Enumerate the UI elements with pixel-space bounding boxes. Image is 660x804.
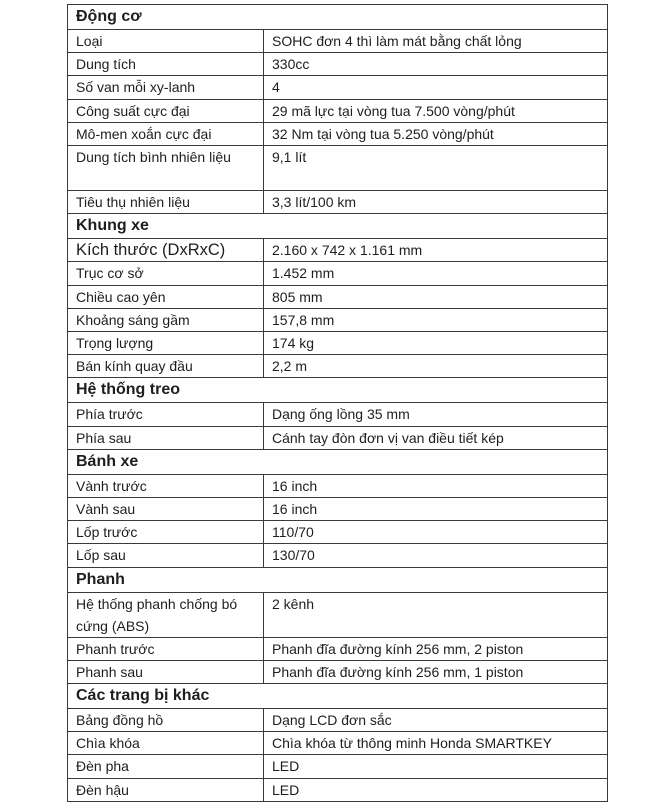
table-row <box>68 474 608 497</box>
table-row <box>68 544 608 567</box>
table-row <box>68 355 608 378</box>
section-header-suspension <box>68 378 608 403</box>
spec-value: 330cc <box>264 53 608 76</box>
spec-value: 110/70 <box>264 521 608 544</box>
spec-label: Chiều cao yên <box>68 285 264 308</box>
table-row <box>68 262 608 285</box>
spec-label: Vành trước <box>68 474 264 497</box>
table-row <box>68 755 608 778</box>
section-title: Bánh xe <box>68 449 608 474</box>
table-row <box>68 778 608 801</box>
spec-label: Phanh trước <box>68 637 264 660</box>
spec-label: Tiêu thụ nhiên liệu <box>68 191 264 214</box>
spec-value: 32 Nm tại vòng tua 5.250 vòng/phút <box>264 122 608 145</box>
spec-value: 3,3 lít/100 km <box>264 191 608 214</box>
table-row <box>68 30 608 53</box>
spec-label: Công suất cực đại <box>68 99 264 122</box>
spec-value: 157,8 mm <box>264 308 608 331</box>
spec-value: Dạng LCD đơn sắc <box>264 709 608 732</box>
section-header-frame <box>68 214 608 239</box>
table-row <box>68 498 608 521</box>
table-row <box>68 732 608 755</box>
spec-label: Dung tích bình nhiên liệu <box>68 146 264 191</box>
spec-value: Chìa khóa từ thông minh Honda SMARTKEY <box>264 732 608 755</box>
spec-value: Phanh đĩa đường kính 256 mm, 1 piston <box>264 660 608 683</box>
spec-label: Số van mỗi xy-lanh <box>68 76 264 99</box>
spec-value: SOHC đơn 4 thì làm mát bằng chất lỏng <box>264 30 608 53</box>
spec-label: Trọng lượng <box>68 332 264 355</box>
spec-value: 174 kg <box>264 332 608 355</box>
spec-label: Mô-men xoắn cực đại <box>68 122 264 145</box>
spec-label: Kích thước (DxRxC) <box>68 239 264 262</box>
spec-label: Lốp trước <box>68 521 264 544</box>
spec-label: Hệ thống phanh chống bó cứng (ABS) <box>68 592 264 637</box>
spec-label: Trục cơ sở <box>68 262 264 285</box>
spec-value: LED <box>264 778 608 801</box>
spec-value: LED <box>264 755 608 778</box>
section-title: Hệ thống treo <box>68 378 608 403</box>
section-header-engine <box>68 5 608 30</box>
spec-value: Dạng ống lồng 35 mm <box>264 403 608 426</box>
table-row <box>68 308 608 331</box>
table-row <box>68 99 608 122</box>
table-row <box>68 521 608 544</box>
spec-label: Chìa khóa <box>68 732 264 755</box>
table-row <box>68 426 608 449</box>
spec-value: Phanh đĩa đường kính 256 mm, 2 piston <box>264 637 608 660</box>
table-row <box>68 146 608 191</box>
table-row <box>68 403 608 426</box>
table-row <box>68 592 608 637</box>
section-title: Các trang bị khác <box>68 684 608 709</box>
spec-value: 29 mã lực tại vòng tua 7.500 vòng/phút <box>264 99 608 122</box>
table-row <box>68 332 608 355</box>
spec-label: Đèn pha <box>68 755 264 778</box>
spec-label: Phanh sau <box>68 660 264 683</box>
spec-label: Vành sau <box>68 498 264 521</box>
table-row <box>68 637 608 660</box>
spec-table <box>67 4 608 802</box>
spec-value: 16 inch <box>264 498 608 521</box>
spec-value: 16 inch <box>264 474 608 497</box>
table-row <box>68 709 608 732</box>
spec-value: 2,2 m <box>264 355 608 378</box>
spec-value: 9,1 lít <box>264 146 608 191</box>
spec-label: Khoảng sáng gầm <box>68 308 264 331</box>
spec-label: Bảng đồng hồ <box>68 709 264 732</box>
table-row <box>68 660 608 683</box>
spec-label: Loại <box>68 30 264 53</box>
table-row <box>68 122 608 145</box>
spec-label: Dung tích <box>68 53 264 76</box>
spec-value: 4 <box>264 76 608 99</box>
section-title: Phanh <box>68 567 608 592</box>
spec-label: Lốp sau <box>68 544 264 567</box>
section-title: Động cơ <box>68 5 608 30</box>
table-row <box>68 191 608 214</box>
table-row <box>68 285 608 308</box>
section-header-equipment <box>68 684 608 709</box>
section-header-brakes <box>68 567 608 592</box>
table-row <box>68 53 608 76</box>
table-row <box>68 76 608 99</box>
section-title: Khung xe <box>68 214 608 239</box>
spec-label: Đèn hậu <box>68 778 264 801</box>
spec-value: 1.452 mm <box>264 262 608 285</box>
spec-value: 130/70 <box>264 544 608 567</box>
spec-value: 805 mm <box>264 285 608 308</box>
spec-value: 2 kênh <box>264 592 608 637</box>
section-header-wheels <box>68 449 608 474</box>
spec-value: Cánh tay đòn đơn vị van điều tiết kép <box>264 426 608 449</box>
spec-value: 2.160 x 742 x 1.161 mm <box>264 239 608 262</box>
table-row <box>68 239 608 262</box>
spec-document <box>67 4 607 802</box>
spec-label: Phía sau <box>68 426 264 449</box>
spec-label: Phía trước <box>68 403 264 426</box>
spec-label: Bán kính quay đầu <box>68 355 264 378</box>
